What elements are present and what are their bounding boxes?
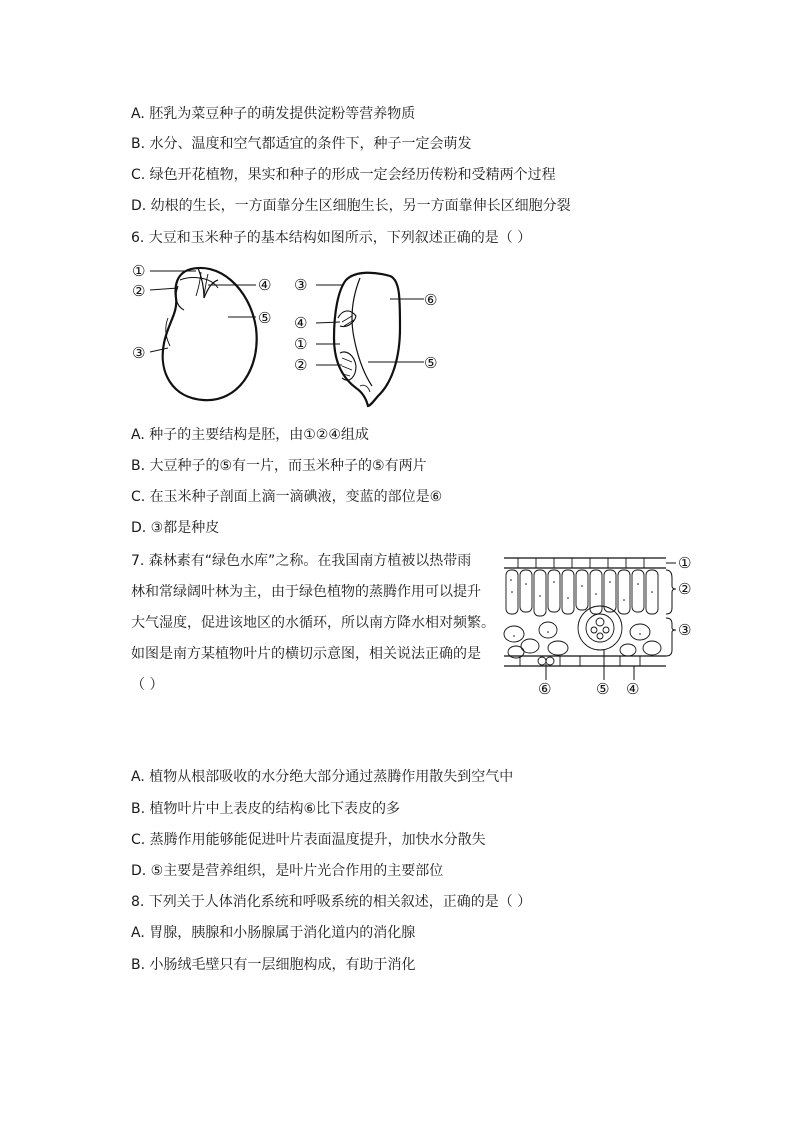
q5-option-b: B. 水分、温度和空气都适宜的条件下，种子一定会萌发	[131, 136, 472, 152]
q7-stem	[131, 546, 501, 701]
q8-stem: 8. 下列关于人体消化系统和呼吸系统的相关叙述，正确的是（ ）	[131, 894, 532, 910]
q6-option-d: D. ③都是种皮	[131, 520, 220, 536]
q7-stem-line: 7. 森林素有“绿色水库”之称。在我国南方植被以热带雨	[131, 553, 472, 569]
q6-option-b: B. 大豆种子的⑤有一片，而玉米种子的⑤有两片	[131, 458, 427, 474]
leaf-label-3: ③	[678, 621, 692, 639]
leaf-label-4: ④	[626, 680, 640, 697]
q7-option-a: A. 植物从根部吸收的水分绝大部分通过蒸腾作用散失到空气中	[131, 769, 514, 785]
q6-option-c: C. 在玉米种子剖面上滴一滴碘液，变蓝的部位是⑥	[131, 489, 443, 505]
corn-label-1: ①	[294, 335, 308, 353]
corn-label-2: ②	[294, 356, 308, 374]
leaf-label-1: ①	[678, 554, 692, 572]
q7-stem-line: （ ）	[131, 677, 164, 693]
seed-structure-figure	[128, 258, 448, 408]
leaf-label-2: ②	[678, 580, 692, 598]
q5-option-a: A. 胚乳为菜豆种子的萌发提供淀粉等营养物质	[131, 106, 416, 122]
bean-label-2: ②	[132, 282, 146, 300]
corn-seed-diagram	[334, 273, 400, 406]
q7-stem-line: 林和常绿阔叶林为主，由于绿色植物的蒸腾作用可以提升	[131, 584, 481, 600]
leaf-cross-section-figure	[500, 552, 700, 697]
q7-option-c: C. 蒸腾作用能够能促进叶片表面温度提升，加快水分散失	[131, 832, 486, 848]
q6-option-a: A. 种子的主要结构是胚，由①②④组成	[131, 427, 369, 443]
corn-label-6: ⑥	[424, 291, 438, 309]
q8-option-a: A. 胃腺，胰腺和小肠腺属于消化道内的消化腺	[131, 925, 416, 941]
q7-option-b: B. 植物叶片中上表皮的结构⑥比下表皮的多	[131, 801, 401, 817]
leaf-tissue-drawing	[504, 558, 666, 666]
corn-leader-lines	[316, 285, 424, 365]
leaf-braces	[546, 563, 676, 680]
bean-label-3: ③	[132, 344, 146, 362]
leaf-label-6: ⑥	[538, 680, 552, 697]
q7-stem-line: 如图是南方某植物叶片的横切示意图，相关说法正确的是	[131, 646, 481, 662]
q5-option-d: D. 幼根的生长，一方面靠分生区细胞生长，另一方面靠伸长区细胞分裂	[131, 198, 571, 214]
q8-option-b: B. 小肠绒毛壁只有一层细胞构成，有助于消化	[131, 957, 416, 973]
corn-label-3: ③	[294, 276, 308, 294]
q7-stem-line: 大气湿度，促进该地区的水循环，所以南方降水相对频繁。	[131, 615, 495, 631]
leaf-label-5: ⑤	[596, 680, 610, 697]
q7-option-d: D. ⑤主要是营养组织，是叶片光合作用的主要部位	[131, 863, 444, 879]
bean-label-5: ⑤	[258, 309, 272, 327]
q5-option-c: C. 绿色开花植物，果实和种子的形成一定会经历传粉和受精两个过程	[131, 167, 556, 183]
bean-label-4: ④	[258, 276, 272, 294]
corn-label-4: ④	[294, 314, 308, 332]
q6-stem: 6. 大豆和玉米种子的基本结构如图所示，下列叙述正确的是（ ）	[131, 230, 532, 246]
bean-label-1: ①	[132, 262, 146, 280]
corn-label-5: ⑤	[424, 354, 438, 372]
